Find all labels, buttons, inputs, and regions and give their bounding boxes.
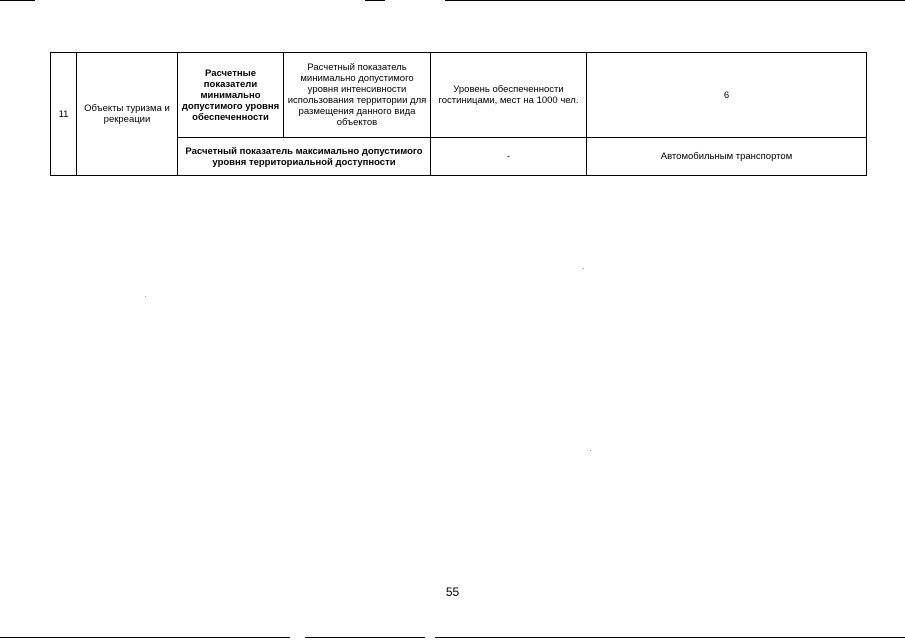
scan-edge-bottom-right: [435, 637, 905, 638]
value-cell: 6: [587, 53, 867, 138]
row-number-cell: 11: [51, 53, 77, 176]
scan-speck: [590, 450, 591, 451]
accessibility-value-cell: Автомобильным транспортом: [587, 138, 867, 176]
scan-speck: [583, 268, 584, 269]
accessibility-label-cell: Расчетный показатель максимально допустимого уровня территориальной доступности: [178, 138, 431, 176]
page-number: 55: [445, 585, 460, 599]
scan-edge-top-right: [445, 0, 905, 1]
object-name-cell: Объекты туризма и рекреации: [77, 53, 178, 176]
scan-edge-bottom-left: [0, 637, 290, 638]
table-row: [51, 53, 867, 138]
indicators-table: [50, 52, 867, 176]
scan-edge-top-mid: [365, 0, 385, 1]
scan-speck: [145, 296, 146, 297]
accessibility-unit-cell: -: [431, 138, 587, 176]
scan-edge-top-left: [0, 0, 35, 1]
unit-cell: Уровень обеспеченности гостиницами, мест на 1000 чел.: [431, 53, 587, 138]
indicator-description-cell: Расчетный показатель минимально допустимого уровня интенсивности использования территории для размещения данного вида объектов: [284, 53, 431, 138]
indicator-type-cell: Расчетные показатели минимально допустимого уровня обеспеченности: [178, 53, 284, 138]
scan-edge-bottom-mid: [305, 637, 425, 638]
